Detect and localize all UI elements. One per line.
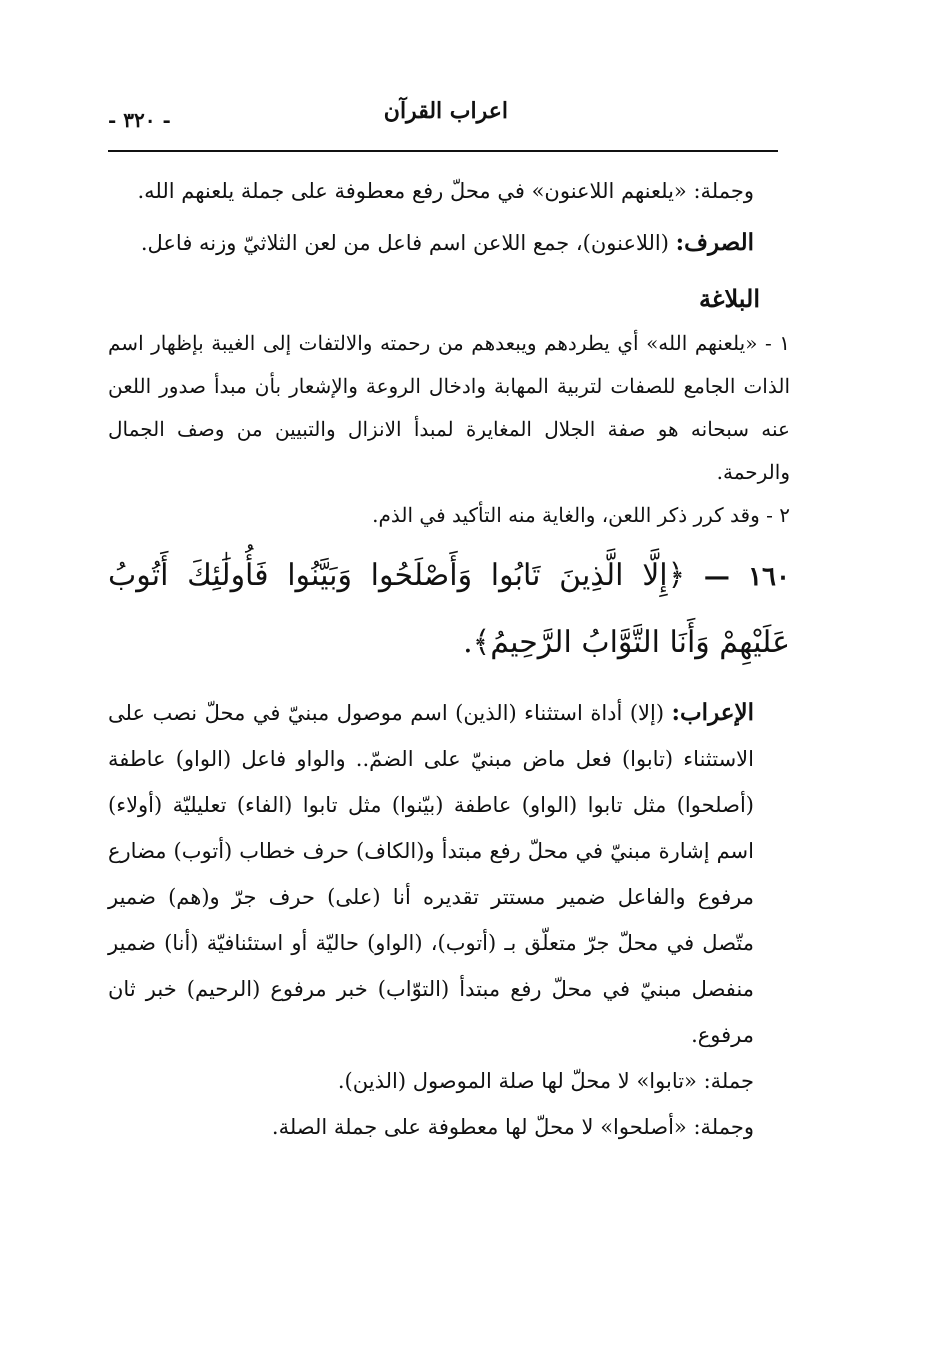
verse-number: ١٦٠ — xyxy=(703,562,790,592)
sentence-clause-paragraph: جملة: «تابوا» لا محلّ لها صلة الموصول (الذين). xyxy=(337,1069,754,1093)
balagha-point-1: ١ - «يلعنهم الله» أي يطردهم ويبعدهم من رحمته والالتفات إلى الغيبة بإظهار اسم الذات الجامع للصفات لتربية المهابة وادخال الروعة والإشعار بأن مبدأ صدور اللعن عنه سبحانه هو صفة الجلال المغايرة لمبدأ الانزال والتبيين من وصف الجمال والرحمة. xyxy=(108,331,790,484)
balagha-point-2: ٢ - وقد كرر ذكر اللعن، والغاية منه التأكيد في الذم. xyxy=(372,503,790,527)
header-rule xyxy=(108,150,778,152)
page-body xyxy=(108,168,790,1150)
sentence-clause-paragraph: وجملة: «أصلحوا» لا محلّ لها معطوفة على جملة الصلة. xyxy=(271,1115,754,1139)
quran-verse xyxy=(108,543,790,676)
running-title: اعراب القرآن xyxy=(383,98,508,124)
sarf-text: (اللاعنون)، جمع اللاعن اسم فاعل من لعن الثلاثيّ وزنه فاعل. xyxy=(140,231,676,255)
irab-paragraph xyxy=(108,690,790,1058)
sarf-label: الصرف: xyxy=(675,229,754,256)
irab-text: (إلا) أداة استثناء (الذين) اسم موصول مبنيّ في محلّ نصب على الاستثناء (تابوا) فعل ماض مبنيّ على الضمّ.. والواو فاعل (الواو) عاطفة (أصلحوا) مثل تابوا (الواو) عاطفة (بيّنوا) مثل تابوا (الفاء) تعليليّة (أولاء) اسم إشارة مبنيّ في محلّ رفع مبتدأ و(الكاف) حرف خطاب (أتوب) مضارع مرفوع والفاعل ضمير مستتر تقديره أنا (على) حرف جرّ و(هم) ضمير متّصل في محلّ جرّ متعلّق بـ (أتوب)، (الواو) حاليّة أو استئنافيّة (أنا) ضمير منفصل مبنيّ في محلّ رفع مبتدأ (التوّاب) خبر مرفوع (الرحيم) خبر ثان مرفوع. xyxy=(108,701,754,1047)
sarf-paragraph xyxy=(108,220,790,266)
page-number: - ٣٢٠ - xyxy=(108,108,171,132)
balagha-heading: البلاغة xyxy=(699,284,760,313)
verse-text: ﴿إِلَّا الَّذِينَ تَابُوا وَأَصْلَحُوا وَبَيَّنُوا فَأُولَٰئِكَ أَتُوبُ عَلَيْهِمْ وَأَنَا التَّوَّابُ الرَّحِيمُ﴾. xyxy=(108,558,790,660)
irab-label: الإعراب: xyxy=(671,699,754,726)
page-header xyxy=(108,92,778,142)
sentence-clause-paragraph: وجملة: «يلعنهم اللاعنون» في محلّ رفع معطوفة على جملة يلعنهم الله. xyxy=(137,179,754,203)
